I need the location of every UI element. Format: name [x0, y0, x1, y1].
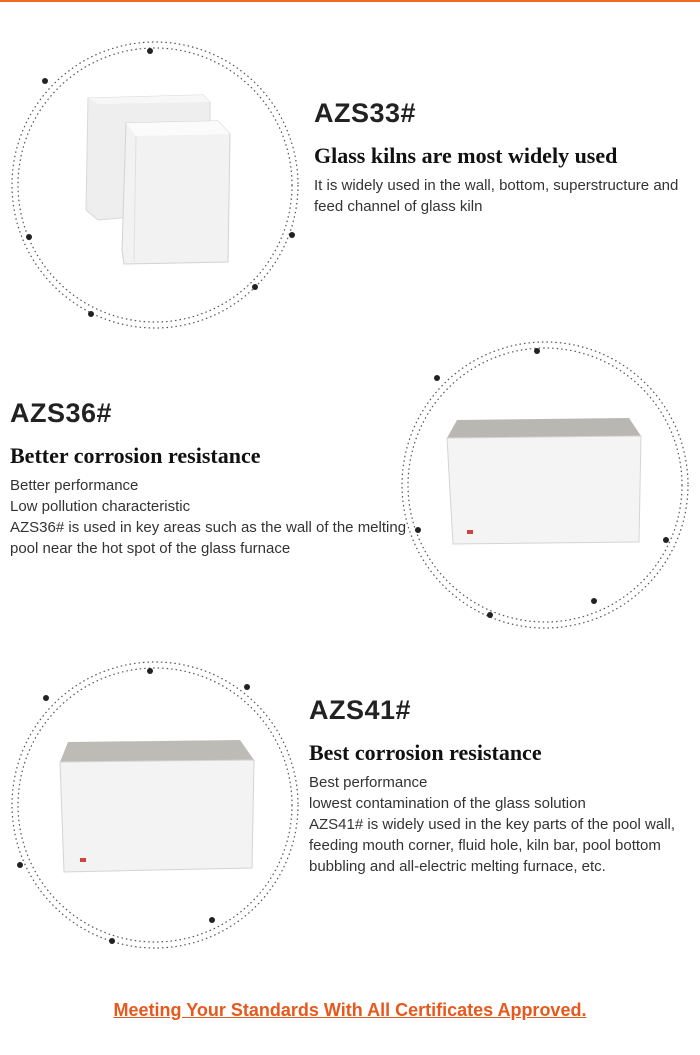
description-line: lowest contamination of the glass solution: [309, 795, 586, 812]
product-text: [314, 98, 694, 217]
description-line: Low pollution characteristic: [10, 498, 191, 515]
product-description: [314, 175, 694, 217]
description-line: AZS36# is used in key areas such as the wall of the melting pool near the hot spot of the glass furnace: [10, 519, 407, 557]
product-headline: Best corrosion resistance: [309, 740, 542, 765]
product-code: AZS33#: [314, 98, 417, 128]
product-code: AZS41#: [309, 695, 412, 725]
description-line: Best performance: [309, 774, 428, 791]
product-azs36: [0, 340, 700, 640]
product-code: AZS36#: [10, 398, 113, 428]
product-headline: Better corrosion resistance: [10, 443, 261, 468]
brick-image: [443, 418, 643, 548]
two-blocks-image: [78, 90, 238, 270]
product-text: [309, 695, 694, 877]
product-azs41: [0, 640, 700, 980]
description-line: It is widely used in the wall, bottom, superstructure and feed channel of glass kiln: [314, 177, 679, 215]
description-line: AZS41# is widely used in the key parts of the pool wall, feeding mouth corner, fluid hole, kiln bar, pool bottom bubbling and all-electric melting furnace, etc.: [309, 816, 676, 875]
brick-image: [58, 740, 258, 875]
description-line: Better performance: [10, 477, 139, 494]
product-description: [309, 772, 694, 877]
product-description: [10, 475, 410, 559]
certificates-banner: Meeting Your Standards With All Certificates Approved.: [113, 1000, 587, 1020]
product-azs33: [0, 0, 700, 340]
product-headline: Glass kilns are most widely used: [314, 143, 618, 168]
product-text: [10, 398, 410, 559]
